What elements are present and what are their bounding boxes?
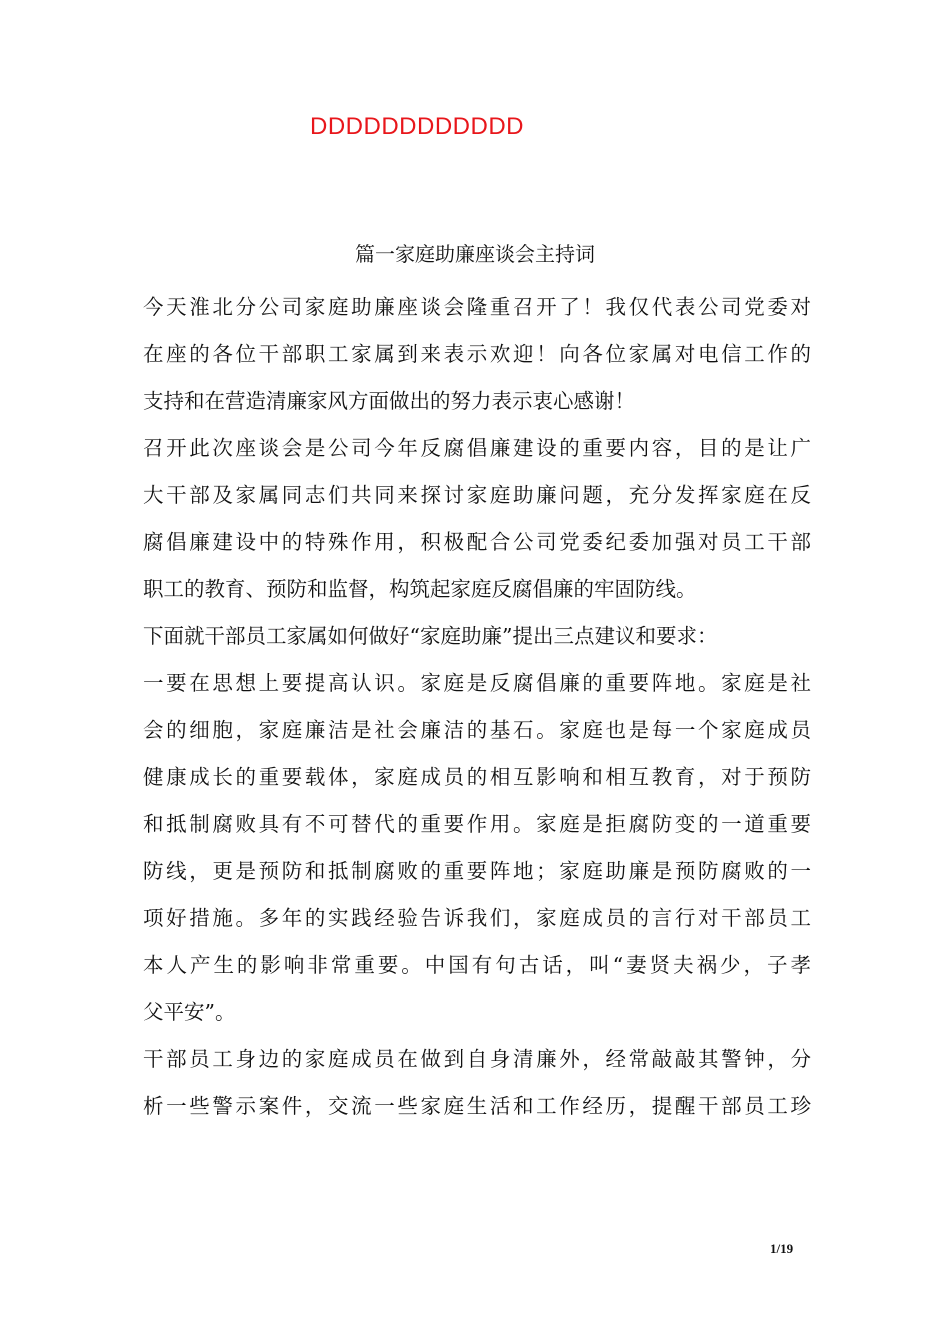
body-line: 本人产生的影响非常重要。中国有句古话，叫“妻贤夫祸少，子孝 bbox=[143, 953, 811, 977]
page-number: 1/19 bbox=[770, 1241, 794, 1256]
body-line: 会的细胞，家庭廉洁是社会廉洁的基石。家庭也是每一个家庭成员 bbox=[143, 718, 811, 742]
body-line: 支持和在营造清廉家风方面做出的努力表示衷心感谢！ bbox=[143, 389, 635, 413]
body-line: 干部员工身边的家庭成员在做到自身清廉外，经常敲敲其警钟，分 bbox=[143, 1047, 811, 1071]
body-line: 职工的教育、预防和监督，构筑起家庭反腐倡廉的牢固防线。 bbox=[143, 577, 697, 601]
body-line: 腐倡廉建设中的特殊作用，积极配合公司党委纪委加强对员工干部 bbox=[143, 530, 811, 554]
body-line: 父平安”。 bbox=[143, 1000, 236, 1024]
document-title: 篇一家庭助廉座谈会主持词 bbox=[355, 242, 595, 266]
body-line: 大干部及家属同志们共同来探讨家庭助廉问题，充分发挥家庭在反 bbox=[143, 483, 811, 507]
body-line: 防线，更是预防和抵制腐败的重要阵地；家庭助廉是预防腐败的一 bbox=[143, 859, 811, 883]
body-line: 召开此次座谈会是公司今年反腐倡廉建设的重要内容，目的是让广 bbox=[143, 436, 811, 460]
body-line: 项好措施。多年的实践经验告诉我们，家庭成员的言行对干部员工 bbox=[143, 906, 811, 930]
document-body bbox=[143, 284, 811, 1130]
body-line: 析一些警示案件，交流一些家庭生活和工作经历，提醒干部员工珍 bbox=[143, 1094, 811, 1118]
header-mark: DDDDDDDDDDDD bbox=[310, 113, 524, 140]
body-line: 和抵制腐败具有不可替代的重要作用。家庭是拒腐防变的一道重要 bbox=[143, 812, 811, 836]
body-line: 在座的各位干部职工家属到来表示欢迎！向各位家属对电信工作的 bbox=[143, 342, 811, 366]
body-line: 一要在思想上要提高认识。家庭是反腐倡廉的重要阵地。家庭是社 bbox=[143, 671, 811, 695]
body-line: 今天淮北分公司家庭助廉座谈会隆重召开了！我仅代表公司党委对 bbox=[143, 295, 811, 319]
body-line: 健康成长的重要载体，家庭成员的相互影响和相互教育，对于预防 bbox=[143, 765, 811, 789]
body-line: 下面就干部员工家属如何做好“家庭助廉”提出三点建议和要求： bbox=[143, 624, 718, 648]
